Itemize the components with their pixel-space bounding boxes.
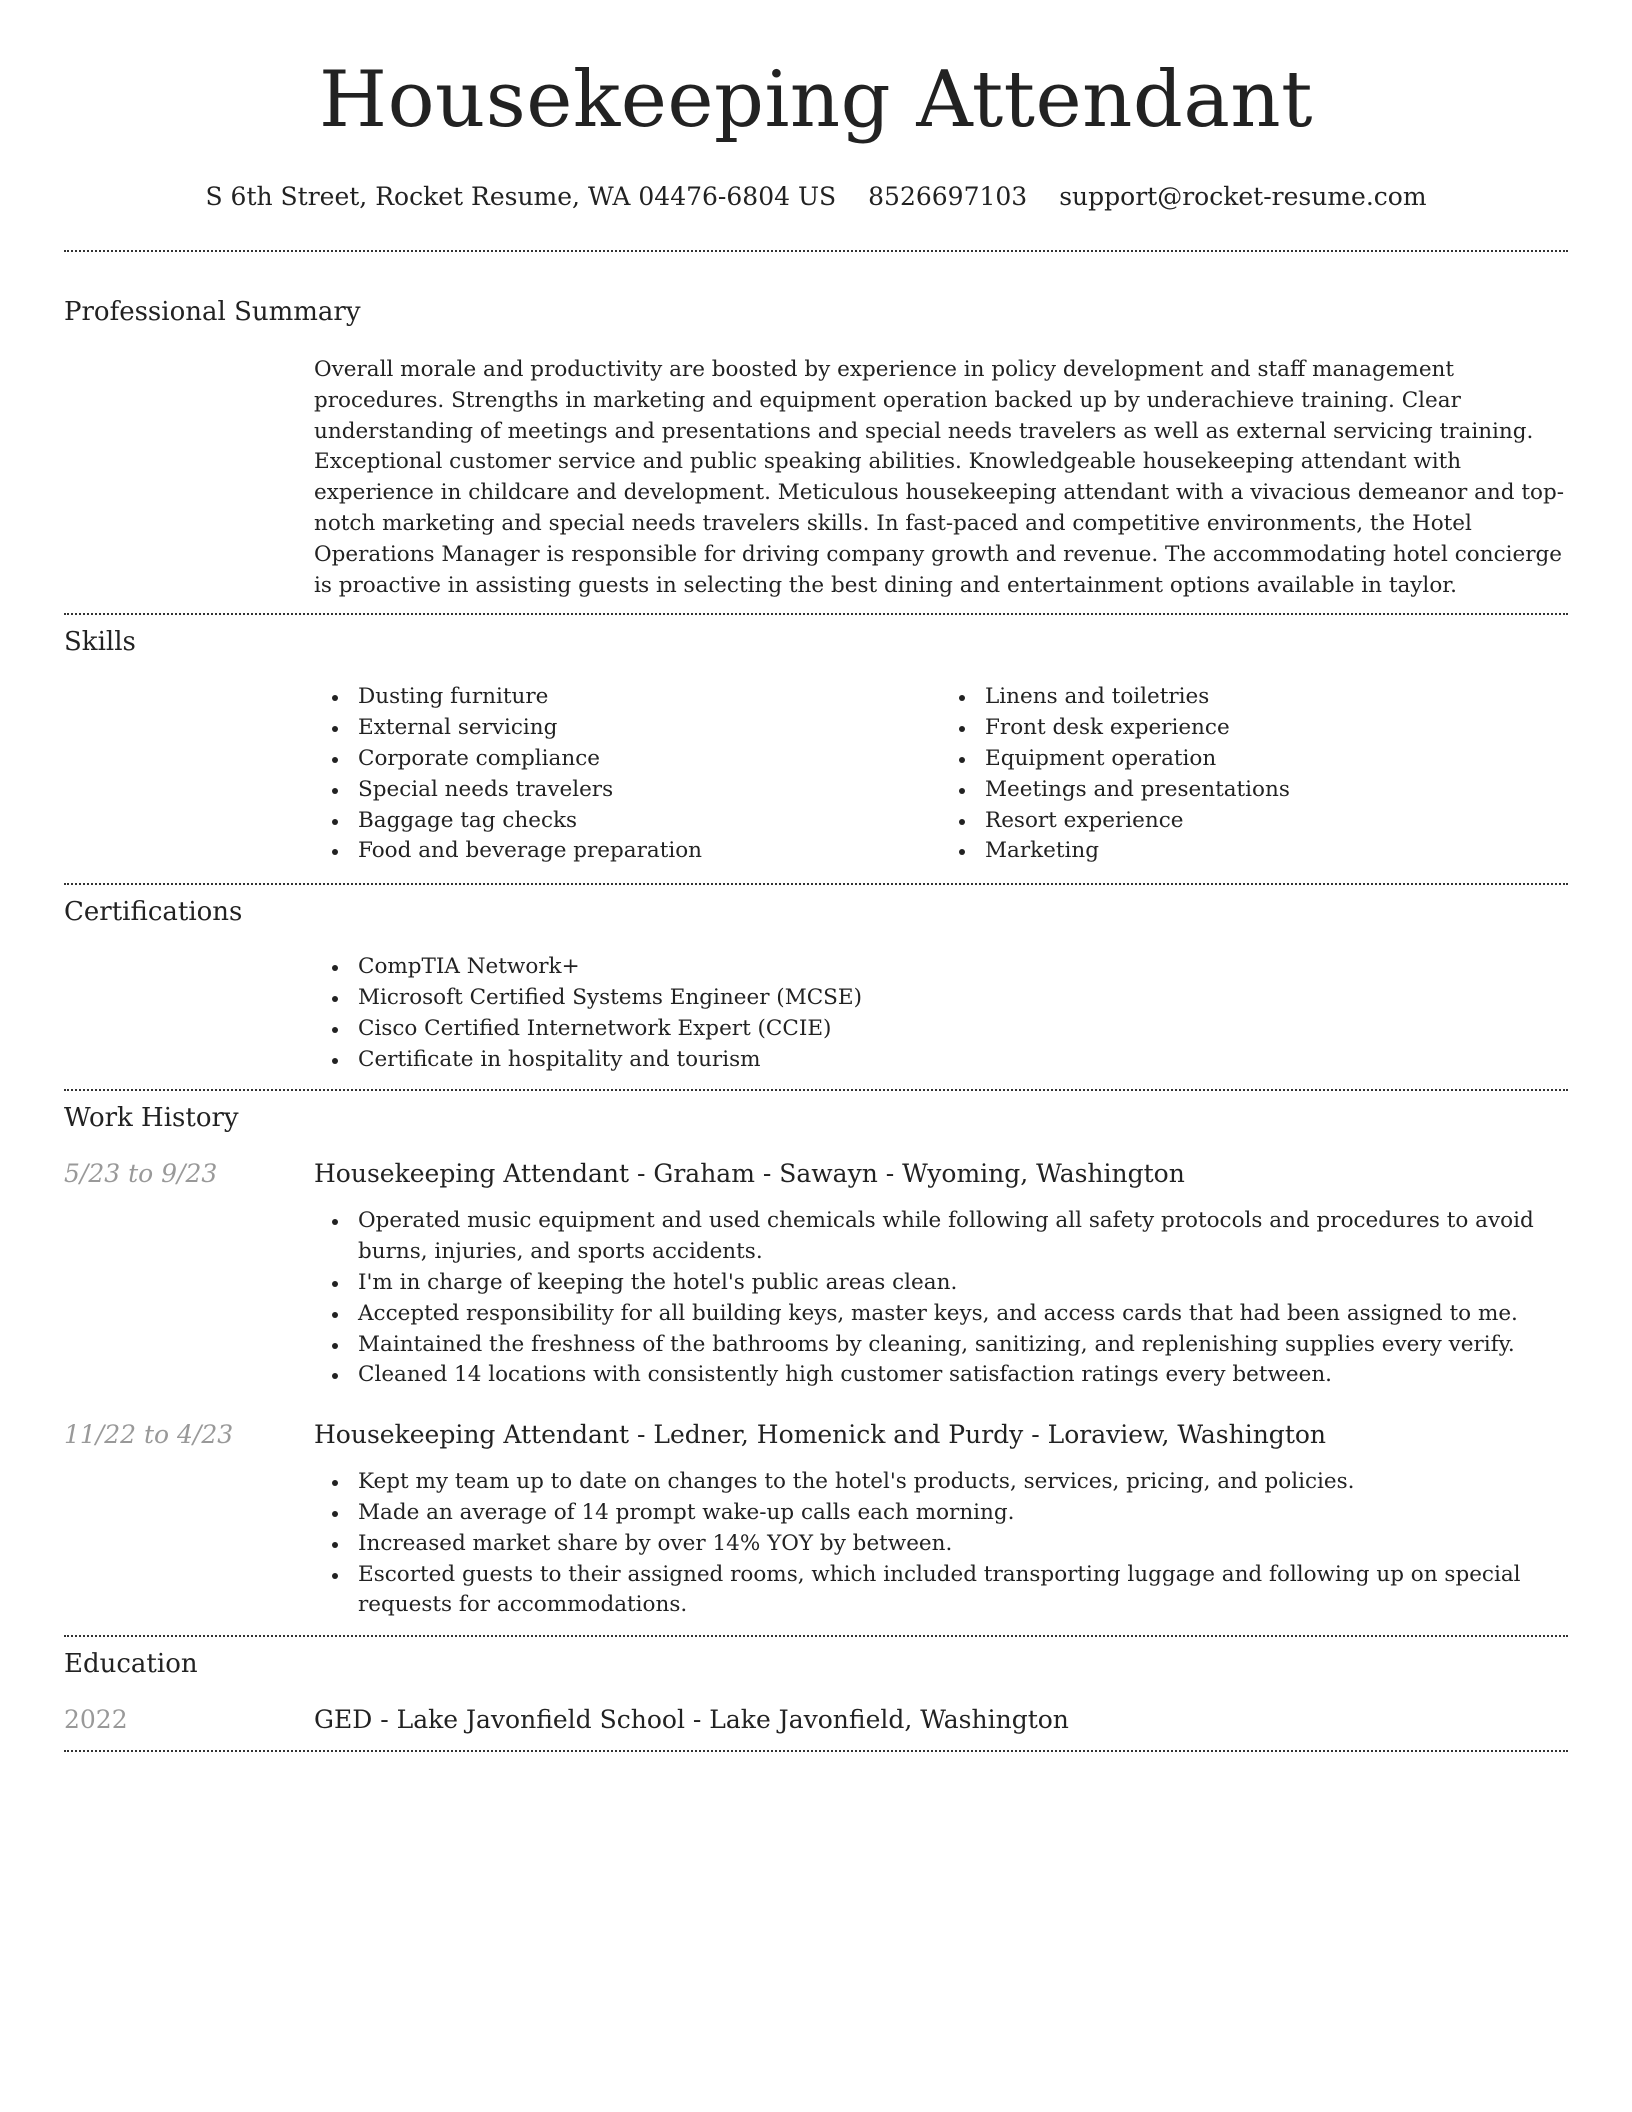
section-professional-summary [64,252,1568,613]
skill-item: Resort experience [985,806,1568,837]
job-header [64,1158,1568,1190]
contact-line [64,182,1568,212]
skill-item: Baggage tag checks [358,806,941,837]
job-entry [64,1158,1568,1391]
contact-address: S 6th Street, Rocket Resume, WA 04476-6804 US [205,182,837,211]
resume-header [64,0,1568,212]
job-bullet: I'm in charge of keeping the hotel's public areas clean. [358,1268,1568,1299]
job-dates: 11/22 to 4/23 [64,1420,234,1450]
contact-phone: 8526697103 [868,182,1028,211]
section-divider [64,1750,1568,1752]
skill-item: Front desk experience [985,713,1568,744]
certification-item: Certificate in hospitality and tourism [358,1045,1568,1076]
job-heading: Housekeeping Attendant - Ledner, Homenick and Purdy - Loraview, Washington [314,1420,1327,1450]
certifications-list [314,952,1568,1075]
skill-item: Corporate compliance [358,744,941,775]
job-bullets [314,1467,1568,1621]
skills-list-left [314,682,941,867]
job-bullet: Increased market share by over 14% YOY by between. [358,1529,1568,1560]
section-education [64,1637,1568,1750]
skill-item: Linens and toiletries [985,682,1568,713]
skills-list-right [941,682,1568,867]
certification-item: Cisco Certified Internetwork Expert (CCIE) [358,1014,1568,1045]
certification-item: Microsoft Certified Systems Engineer (MCSE) [358,983,1568,1014]
job-dates: 5/23 to 9/23 [64,1159,218,1189]
section-title-certifications: Certifications [64,897,243,928]
certification-item: CompTIA Network+ [358,952,1568,983]
job-bullet: Maintained the freshness of the bathrooms by cleaning, sanitizing, and replenishing supplies every verify. [358,1330,1568,1361]
summary-body [314,355,1568,613]
skill-item: Meetings and presentations [985,775,1568,806]
candidate-name: Housekeeping Attendant [319,55,1313,145]
education-entry [64,1704,1568,1750]
section-certifications [64,885,1568,1089]
skill-item: External servicing [358,713,941,744]
job-heading: Housekeeping Attendant - Graham - Sawayn - Wyoming, Washington [314,1159,1185,1189]
job-header [64,1419,1568,1451]
section-title-summary: Professional Summary [64,297,361,327]
job-bullet: Operated music equipment and used chemicals while following all safety protocols and procedures to avoid burns, injuries, and sports accidents. [358,1206,1568,1268]
skills-grid [314,682,1568,883]
skill-item: Marketing [985,836,1568,867]
job-bullet: Accepted responsibility for all building keys, master keys, and access cards that had been assigned to me. [358,1299,1568,1330]
job-bullet: Cleaned 14 locations with consistently high customer satisfaction ratings every between. [358,1360,1568,1391]
skill-item: Dusting furniture [358,682,941,713]
education-heading: GED - Lake Javonfield School - Lake Javonfield, Washington [314,1705,1069,1735]
skill-item: Special needs travelers [358,775,941,806]
job-bullet: Kept my team up to date on changes to the hotel's products, services, pricing, and policies. [358,1467,1568,1498]
section-title-skills: Skills [64,627,136,658]
job-body [314,1206,1568,1391]
section-work-history [64,1091,1568,1621]
job-bullet: Escorted guests to their assigned rooms, which included transporting luggage and following up on special requests for accommodations. [358,1560,1568,1622]
section-title-work-history: Work History [64,1103,239,1134]
education-year: 2022 [64,1705,128,1735]
job-entry [64,1419,1568,1621]
job-body [314,1467,1568,1621]
section-title-education: Education [64,1649,198,1680]
job-bullet: Made an average of 14 prompt wake-up calls each morning. [358,1498,1568,1529]
certifications-body [314,952,1568,1089]
skill-item: Food and beverage preparation [358,836,941,867]
skill-item: Equipment operation [985,744,1568,775]
section-skills [64,615,1568,883]
contact-email: support@rocket-resume.com [1059,182,1427,211]
summary-text: Overall morale and productivity are boosted by experience in policy development and staff management procedures. Strengths in marketing and equipment operation backed up by underachieve training. Clear understanding of meetings and presentations and special needs travelers as well as external servicing training. Exceptional customer service and public speaking abilities. Knowledgeable housekeeping attendant with experience in childcare and development. Meticulous housekeeping attendant with a vivacious demeanor and top-notch marketing and special needs travelers skills. In fast-paced and competitive environments, the Hotel Operations Manager is responsible for driving company growth and revenue. The accommodating hotel concierge is proactive in assisting guests in selecting the best dining and entertainment options available in taylor. [314,357,1564,598]
job-bullets [314,1206,1568,1391]
